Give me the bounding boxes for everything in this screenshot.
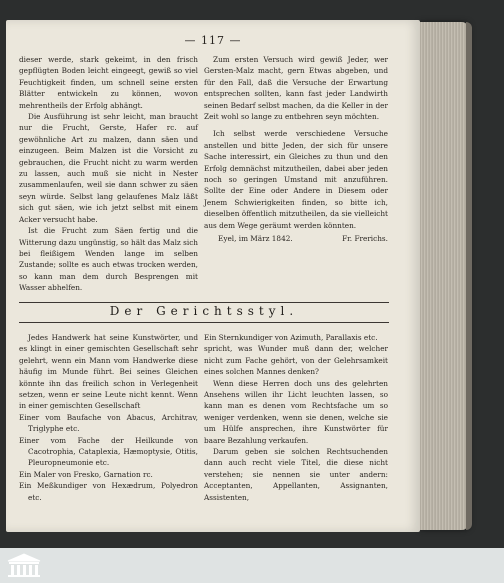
left-column-top [19, 54, 198, 294]
list-item: Einer vom Baufache von Abacus, Architrav, Triglyphe etc. [19, 412, 198, 434]
book-page-edges [418, 22, 468, 530]
page-number: — 117 — [184, 34, 242, 47]
right-column-top [204, 54, 388, 245]
paragraph: Darum geben sie solchen Rechtsuchenden dann auch recht viele Titel, die diese nicht verstehen; sie nennen sie unter andern: Acceptanten, Appellanten, Assignanten, Assistenten, [204, 447, 388, 502]
list-item: Einer vom Fache der Heilkunde von Cacotrophia, Cataplexia, Hæmoptysie, Otitis, Pleuropneumonie etc. [19, 435, 198, 468]
paragraph: spricht, was Wunder muß dann der, welcher nicht zum Fache gehört, von der Gelehrsamkeit eines solchen Mannes denken? [204, 344, 388, 377]
section-rule-top [19, 302, 389, 303]
section-title: Der Gerichtsstyl. [109, 304, 299, 318]
paragraph: dieser werde, stark gekeimt, in den frisch gepflügten Boden leicht eingeegt, gewiß so viel Feuchtigkeit finden, um schnell seine ersten Blätter entwickeln zu können, wovon mehrentheils der Erfolg abhängt. [19, 55, 198, 110]
list-item: Ein Maler von Fresko, Garnation rc. [19, 469, 153, 479]
library-logo-icon [4, 551, 44, 579]
paragraph: Jedes Handwerk hat seine Kunstwörter, und es klingt in einer gemischten Gesellschaft sehr gelehrt, wenn ein Mann vom Handwerke diese häufig im Munde führt. Bei seines Gleichen könnte ihn das freilich schon in Verlegenheit setzen, wenn er seine Leute nicht kennt. Wenn in einer gemischten Gesellschaft [19, 333, 198, 411]
paragraph: Zum ersten Versuch wird gewiß Jeder, wer Gersten-Malz macht, gern Etwas abgeben, und für den Fall, daß die Versuche der Erwartung entsprechen sollten, kann fast jeder Landwirth seinen Bedarf selbst machen, da die Keller in der Zeit wohl so lange zu entbehren seyn möchten. [204, 55, 388, 122]
viewer-footer-bar [0, 548, 504, 583]
list-item: Ein Sternkundiger von Azimuth, Parallaxis etc. [204, 333, 378, 342]
right-column-bottom [204, 332, 388, 503]
author-signature: Fr. Frerichs. [342, 234, 388, 244]
book-page [6, 20, 420, 532]
section-rule-bottom [19, 322, 389, 323]
paragraph: Wenn diese Herren doch uns des gelehrten Ansehens willen ihr Licht leuchten lassen, so kann man es denen vom Rechtsfache um so weniger verdenken, wenn sie denen, welche sie um Hülfe ansprechen, ihre Kunstwörter für baare Bezahlung verkaufen. [204, 378, 388, 445]
paragraph: Die Ausführung ist sehr leicht, man braucht nur die Frucht, Gerste, Hafer rc. auf gewöhnliche Art zu malzen, dann säen und einzugeen. Beim Malzen ist die Vorsicht zu gebrauchen, die Frucht nicht zu warm werden zu lassen, auch muß sie nicht in Nester zusammenlaufen, weil sie dann schwer zu säen seyn würde. Selbst lang gelaufenes Malz läßt sich gut säen, wie ich jetzt selbst mit einem Acker versucht habe. [19, 112, 198, 224]
place-date: Eyel, im März 1842. [218, 234, 293, 244]
paragraph: Ist die Frucht zum Säen fertig und die Witterung dazu ungünstig, so hält das Malz sich bei fleißigem Wenden lange im selben Zustande; sollte es auch etwas trocken werden, so kann man dem durch Besprengen mit Wasser abhelfen. [19, 226, 198, 293]
paragraph: Ich selbst werde verschiedene Versuche anstellen und bitte Jeden, der sich für unsere Sache interessirt, ein Gleiches zu thun und den Erfolg demnächst mitzutheilen, dabei aber jeden noch so geringen Umstand mit anzuführen. Sollte der Eine oder Andere in Diesem oder Jenem Schwierigkeiten finden, so bitte ich, dieselben öffentlich mitzutheilen, da sie vielleicht aus dem Wege geräumt werden könnten. [204, 129, 388, 230]
signature-line [204, 233, 388, 244]
left-column-bottom [19, 332, 198, 503]
list-item: Ein Meßkundiger von Hexædrum, Polyedron etc. [19, 481, 198, 502]
